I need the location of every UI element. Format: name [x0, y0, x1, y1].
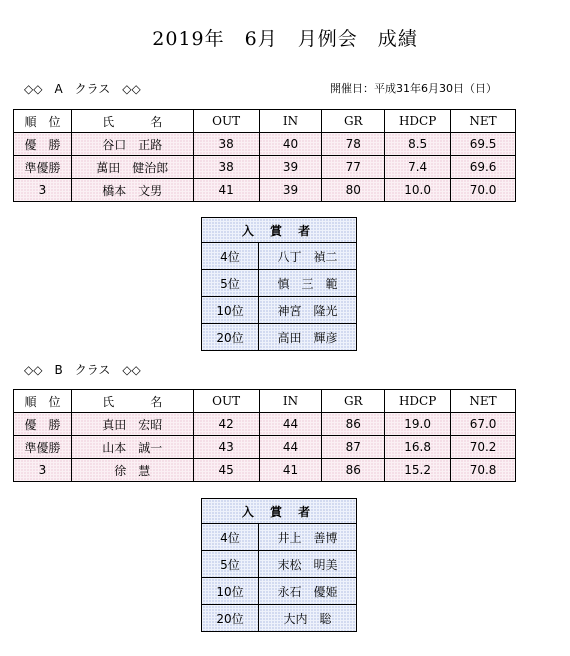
cell-gr: 86 [322, 413, 385, 436]
list-item [202, 297, 357, 324]
table-row [14, 459, 516, 482]
list-item [202, 605, 357, 632]
prize-name: 高田 輝彦 [259, 324, 357, 351]
class-a-prize-table [201, 217, 357, 351]
prize-heading: 入 賞 者 [202, 499, 357, 524]
prize-position: 20位 [202, 324, 259, 351]
table-row [14, 133, 516, 156]
cell-out: 41 [193, 179, 259, 202]
cell-rank: 準優勝 [14, 156, 72, 179]
prize-name: 慎 三 範 [259, 270, 357, 297]
header-hdcp: HDCP [385, 390, 451, 413]
cell-net: 69.6 [451, 156, 516, 179]
cell-gr: 77 [322, 156, 385, 179]
cell-rank: 3 [14, 179, 72, 202]
table-header-row [14, 390, 516, 413]
cell-in: 44 [259, 413, 322, 436]
prize-name: 永石 優姫 [259, 578, 357, 605]
list-item [202, 324, 357, 351]
cell-out: 43 [193, 436, 259, 459]
cell-rank: 優 勝 [14, 413, 72, 436]
cell-out: 38 [193, 156, 259, 179]
cell-hdcp: 16.8 [385, 436, 451, 459]
header-gr: GR [322, 110, 385, 133]
class-b-results-table [13, 389, 516, 482]
header-net: NET [451, 110, 516, 133]
header-in: IN [259, 390, 322, 413]
prize-heading: 入 賞 者 [202, 218, 357, 243]
prize-name: 大内 聡 [259, 605, 357, 632]
prize-position: 4位 [202, 524, 259, 551]
cell-in: 40 [259, 133, 322, 156]
cell-hdcp: 8.5 [385, 133, 451, 156]
cell-out: 45 [193, 459, 259, 482]
cell-in: 39 [259, 156, 322, 179]
cell-in: 44 [259, 436, 322, 459]
cell-name: 山本 誠一 [71, 436, 193, 459]
cell-gr: 80 [322, 179, 385, 202]
cell-net: 69.5 [451, 133, 516, 156]
table-row [14, 179, 516, 202]
list-item [202, 524, 357, 551]
prize-position: 5位 [202, 551, 259, 578]
cell-hdcp: 10.0 [385, 179, 451, 202]
event-date: 開催日：平成31年6月30日（日） [330, 82, 497, 95]
header-out: OUT [193, 390, 259, 413]
cell-name: 萬田 健治郎 [71, 156, 193, 179]
cell-name: 真田 宏昭 [71, 413, 193, 436]
cell-out: 38 [193, 133, 259, 156]
cell-hdcp: 15.2 [385, 459, 451, 482]
cell-name: 谷口 正路 [71, 133, 193, 156]
header-name: 氏 名 [71, 390, 193, 413]
prize-position: 10位 [202, 578, 259, 605]
table-row [14, 156, 516, 179]
prize-position: 4位 [202, 243, 259, 270]
header-net: NET [451, 390, 516, 413]
prize-name: 井上 善博 [259, 524, 357, 551]
list-item [202, 551, 357, 578]
cell-net: 70.2 [451, 436, 516, 459]
table-header-row [14, 110, 516, 133]
class-a-label: ◇◇ A クラス ◇◇ [24, 82, 141, 96]
cell-hdcp: 19.0 [385, 413, 451, 436]
table-row [14, 436, 516, 459]
cell-rank: 優 勝 [14, 133, 72, 156]
prize-name: 末松 明美 [259, 551, 357, 578]
header-rank: 順 位 [14, 390, 72, 413]
cell-out: 42 [193, 413, 259, 436]
header-name: 氏 名 [71, 110, 193, 133]
class-a-results-table [13, 109, 516, 202]
list-item [202, 270, 357, 297]
prize-name: 神宮 隆光 [259, 297, 357, 324]
cell-gr: 87 [322, 436, 385, 459]
cell-net: 70.0 [451, 179, 516, 202]
cell-rank: 3 [14, 459, 72, 482]
table-row [14, 413, 516, 436]
header-out: OUT [193, 110, 259, 133]
header-in: IN [259, 110, 322, 133]
page-title: 2019年 6月 月例会 成績 [152, 28, 418, 50]
cell-net: 67.0 [451, 413, 516, 436]
cell-gr: 78 [322, 133, 385, 156]
header-rank: 順 位 [14, 110, 72, 133]
cell-hdcp: 7.4 [385, 156, 451, 179]
class-b-label: ◇◇ B クラス ◇◇ [24, 363, 141, 377]
cell-in: 39 [259, 179, 322, 202]
list-item [202, 578, 357, 605]
prize-position: 5位 [202, 270, 259, 297]
header-gr: GR [322, 390, 385, 413]
class-b-prize-table [201, 498, 357, 632]
cell-net: 70.8 [451, 459, 516, 482]
prize-position: 10位 [202, 297, 259, 324]
prize-position: 20位 [202, 605, 259, 632]
cell-rank: 準優勝 [14, 436, 72, 459]
list-item [202, 243, 357, 270]
cell-name: 橋本 文男 [71, 179, 193, 202]
prize-name: 八丁 禎二 [259, 243, 357, 270]
cell-gr: 86 [322, 459, 385, 482]
cell-in: 41 [259, 459, 322, 482]
cell-name: 徐 慧 [71, 459, 193, 482]
header-hdcp: HDCP [385, 110, 451, 133]
